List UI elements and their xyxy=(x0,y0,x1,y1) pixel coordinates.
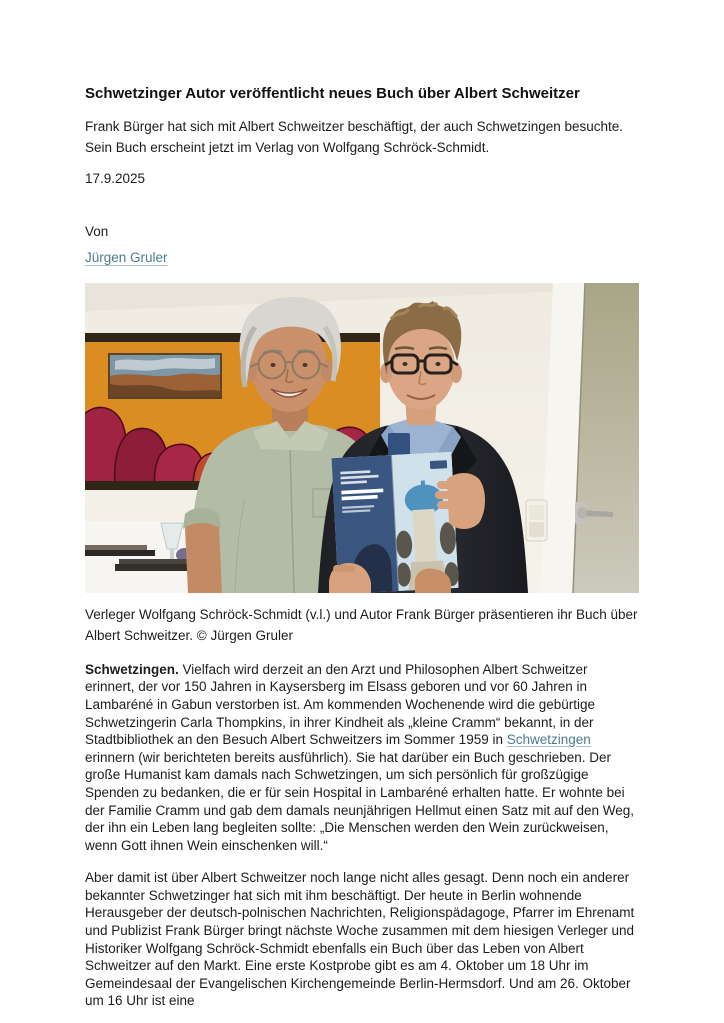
author-link[interactable]: Jürgen Gruler xyxy=(85,249,168,265)
byline-label: Von xyxy=(85,223,109,239)
location-lead-in: Schwetzingen. xyxy=(85,661,179,677)
article-figure xyxy=(85,283,639,646)
paragraph-1-text-after-link: erinnern (wir berichteten bereits ausführlich). Sie hat darüber ein Buch geschrieben. Der große Humanist kam damals nach Schwetzingen, um sich persönlich für großzügige Spenden zu bedanken, die er für sein Hospital in Lambaréné erhalten hatte. Er wohnte bei der Familie Cramm und gab dem damals neunjährigen Hellmut einen Satz mit auf den Weg, der ihn ein Leben lang begleiten sollte: „Die Menschen werden den Wein zurückweisen, wenn Gott ihnen Wein einschenken will.“ xyxy=(85,749,635,853)
left-forearm xyxy=(185,515,222,593)
article-headline: Schwetzinger Autor veröffentlicht neues Buch über Albert Schweitzer xyxy=(85,85,580,102)
schwetzingen-link[interactable]: Schwetzingen xyxy=(506,732,591,748)
paragraph-1-text-before-link: Vielfach wird derzeit an den Arzt und Philosophen Albert Schweitzer erinnert, der vor 150 Jahren in Kaysersberg im Elsass geboren und vor 60 Jahren in Lambaréné in Gabun verstorben ist. Am kommenden Wochenende wird die gebürtige Schwetzingerin Carla Thompkins, in ihrer Kindheit als „kleine Cramm“ bekannt, in der Stadtbibliothek an den Besuch Albert Schweitzers im Sommer 1959 in xyxy=(85,661,596,748)
byline-row xyxy=(85,249,639,267)
article-lede: Frank Bürger hat sich mit Albert Schweitzer beschäftigt, der auch Schwetzingen besuchte. Sein Buch erscheint jetzt im Verlag von Wolfgang Schröck-Schmidt. xyxy=(85,118,624,155)
photo-caption: Verleger Wolfgang Schröck-Schmidt (v.l.) und Autor Frank Bürger präsentieren ihr Buch über Albert Schweitzer. © Jürgen Gruler xyxy=(85,606,638,643)
article-date: 17.9.2025 xyxy=(85,170,146,186)
light-switch xyxy=(526,500,547,541)
paragraph-2: Aber damit ist über Albert Schweitzer noch lange nicht alles gesagt. Denn noch ein anderer bekannter Schwetzinger hat sich mit ihm beschäftigt. Der heute in Berlin wohnende Herausgeber der deutsch-polnischen Nachrichten, Religionspädagoge, Pfarrer im Ehrenamt und Publizist Frank Bürger bringt nächste Woche zusammen mit dem hiesigen Verleger und Historiker Wolfgang Schröck-Schmidt ebenfalls ein Buch über das Leben von Albert Schweitzer auf den Markt. Eine erste Kostprobe gibt es am 4. Oktober um 18 Uhr im Gemeindesaal der Evangelischen Kirchengemeinde Berlin-Hermsdorf. Und am 26. Oktober um 16 Uhr ist eine xyxy=(85,870,635,1009)
paragraph-1 xyxy=(85,661,639,855)
article-content xyxy=(85,0,639,1010)
door xyxy=(540,283,639,593)
article-photo xyxy=(85,283,639,593)
